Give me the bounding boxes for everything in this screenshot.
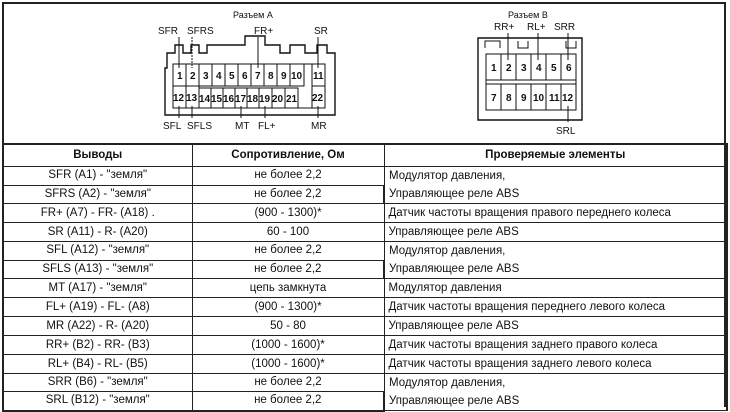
table-row bbox=[3, 298, 727, 317]
connector-b-diagram bbox=[470, 8, 590, 136]
elements-cell bbox=[384, 374, 727, 411]
terminals-cell: SFRS (A2) - "земля" bbox=[3, 185, 192, 204]
elements-line: Датчик частоты вращения заднего левого колеса bbox=[388, 358, 652, 370]
header-elements: Проверяемые элементы bbox=[384, 144, 727, 167]
label-mt: MT bbox=[235, 121, 250, 132]
elements-cell bbox=[384, 298, 727, 317]
terminals-cell: MT (A17) - "земля" bbox=[3, 279, 192, 298]
pin-a13: 13 bbox=[186, 93, 198, 104]
pin-b7: 7 bbox=[491, 93, 497, 104]
elements-line: Модулятор давления, bbox=[389, 377, 506, 389]
pin-a20: 20 bbox=[272, 94, 284, 105]
terminals-cell: SFR (A1) - "земля" bbox=[3, 167, 192, 186]
elements-cell bbox=[384, 204, 727, 223]
resistance-cell: не более 2,2 bbox=[192, 242, 384, 261]
table-row bbox=[3, 167, 727, 186]
pin-b4: 4 bbox=[536, 63, 542, 74]
connector-b-housing bbox=[478, 38, 582, 120]
pin-b8: 8 bbox=[506, 93, 512, 104]
elements-cell bbox=[384, 242, 727, 279]
resistance-cell: цепь замкнута bbox=[192, 279, 384, 298]
table-row bbox=[3, 336, 727, 355]
elements-cell bbox=[384, 279, 727, 298]
table-header-row bbox=[3, 144, 727, 167]
label-sfl: SFL bbox=[163, 121, 182, 132]
table-row bbox=[3, 242, 727, 261]
resistance-cell: не более 2,2 bbox=[192, 260, 384, 279]
table-row bbox=[3, 317, 727, 336]
pin-a1: 1 bbox=[177, 71, 183, 82]
pin-a21: 21 bbox=[286, 94, 298, 105]
elements-line: Датчик частоты вращения переднего левого колеса bbox=[388, 301, 666, 313]
terminals-cell: SRL (B12) - "земля" bbox=[3, 392, 192, 411]
label-rl-plus: RL+ bbox=[527, 22, 546, 33]
pin-a5: 5 bbox=[229, 71, 235, 82]
terminals-cell: MR (A22) - R- (A20) bbox=[3, 317, 192, 336]
pin-a11: 11 bbox=[313, 71, 324, 82]
table-row bbox=[3, 355, 727, 374]
terminals-cell: SFLS (A13) - "земля" bbox=[3, 260, 192, 279]
elements-line: Датчик частоты вращения правого переднего колеса bbox=[388, 207, 671, 219]
connector-b-pins-bottom bbox=[486, 84, 576, 110]
pin-b1: 1 bbox=[491, 63, 497, 74]
pin-a8: 8 bbox=[268, 71, 274, 82]
label-fl-plus: FL+ bbox=[258, 121, 276, 132]
table-row bbox=[3, 204, 727, 223]
resistance-cell: (900 - 1300)* bbox=[192, 204, 384, 223]
resistance-cell: 50 - 80 bbox=[192, 317, 384, 336]
pin-a22: 22 bbox=[312, 93, 324, 104]
pin-b10: 10 bbox=[533, 93, 545, 104]
connector-b-title: Разъем B bbox=[508, 10, 548, 20]
resistance-cell: 60 - 100 bbox=[192, 223, 384, 242]
label-srl: SRL bbox=[556, 126, 576, 136]
elements-cell bbox=[384, 223, 727, 242]
resistance-cell: (1000 - 1600)* bbox=[192, 355, 384, 374]
pin-a16: 16 bbox=[223, 94, 235, 105]
terminals-cell: FR+ (A7) - FR- (A18) . bbox=[3, 204, 192, 223]
connector-a-pins-top bbox=[173, 64, 325, 86]
terminals-cell: SR (A11) - R- (A20) bbox=[3, 223, 192, 242]
pin-a6: 6 bbox=[242, 71, 248, 82]
resistance-table bbox=[2, 143, 728, 412]
table-row bbox=[3, 223, 727, 242]
elements-line: Управляющее реле ABS bbox=[388, 226, 519, 238]
pin-a9: 9 bbox=[281, 71, 287, 82]
table-row bbox=[3, 279, 727, 298]
resistance-cell: (900 - 1300)* bbox=[192, 298, 384, 317]
pin-b6: 6 bbox=[566, 63, 572, 74]
elements-line: Датчик частоты вращения заднего правого колеса bbox=[388, 339, 658, 351]
pin-b2: 2 bbox=[506, 63, 512, 74]
pin-b3: 3 bbox=[521, 63, 527, 74]
elements-cell bbox=[384, 317, 727, 336]
terminals-cell: FL+ (A19) - FL- (A8) bbox=[3, 298, 192, 317]
label-srr: SRR bbox=[554, 22, 576, 33]
label-sfls: SFLS bbox=[187, 121, 213, 132]
elements-line: Модулятор давления, bbox=[389, 170, 506, 182]
connector-a-diagram bbox=[155, 8, 350, 134]
pin-a2: 2 bbox=[190, 71, 196, 82]
elements-line: Управляющее реле ABS bbox=[388, 320, 519, 332]
pin-b11: 11 bbox=[549, 93, 560, 104]
label-sr: SR bbox=[314, 26, 328, 37]
pin-a4: 4 bbox=[216, 71, 222, 82]
header-terminals: Выводы bbox=[3, 144, 192, 167]
pin-a3: 3 bbox=[203, 71, 209, 82]
elements-cell bbox=[384, 336, 727, 355]
label-sfr: SFR bbox=[158, 26, 178, 37]
pin-a10: 10 bbox=[291, 71, 303, 82]
elements-line: Модулятор давления bbox=[388, 282, 502, 294]
connector-b-pins-top bbox=[486, 54, 576, 80]
pin-b12: 12 bbox=[562, 93, 574, 104]
resistance-cell: не более 2,2 bbox=[192, 167, 384, 186]
pin-b5: 5 bbox=[551, 63, 557, 74]
pin-a15: 15 bbox=[211, 94, 223, 105]
resistance-cell: не более 2,2 bbox=[192, 185, 384, 204]
label-sfrs: SFRS bbox=[187, 26, 214, 37]
resistance-cell: не более 2,2 bbox=[192, 392, 384, 411]
resistance-cell: не более 2,2 bbox=[192, 374, 384, 392]
elements-cell bbox=[384, 167, 727, 204]
label-mr: MR bbox=[311, 121, 327, 132]
resistance-cell: (1000 - 1600)* bbox=[192, 336, 384, 355]
pin-a14: 14 bbox=[199, 94, 211, 105]
elements-line: Модулятор давления, bbox=[389, 245, 506, 257]
elements-line: Управляющее реле ABS bbox=[389, 188, 520, 200]
pin-b9: 9 bbox=[521, 93, 527, 104]
label-rr-plus: RR+ bbox=[494, 22, 515, 33]
connector-a-pins-bottom bbox=[173, 86, 325, 108]
pin-a19: 19 bbox=[259, 94, 271, 105]
pin-a18: 18 bbox=[247, 94, 259, 105]
elements-line: Управляющее реле ABS bbox=[389, 395, 520, 407]
terminals-cell: SRR (B6) - "земля" bbox=[3, 374, 192, 392]
pin-a12: 12 bbox=[173, 93, 185, 104]
elements-line: Управляющее реле ABS bbox=[389, 263, 520, 275]
table-row bbox=[3, 374, 727, 392]
header-resistance: Сопротивление, Ом bbox=[192, 144, 384, 167]
pin-a7: 7 bbox=[255, 71, 261, 82]
label-fr-plus: FR+ bbox=[254, 26, 274, 37]
pin-a17: 17 bbox=[235, 94, 247, 105]
elements-cell bbox=[384, 355, 727, 374]
terminals-cell: RL+ (B4) - RL- (B5) bbox=[3, 355, 192, 374]
terminals-cell: SFL (A12) - "земля" bbox=[3, 242, 192, 261]
terminals-cell: RR+ (B2) - RR- (B3) bbox=[3, 336, 192, 355]
connector-a-title: Разъем A bbox=[233, 10, 273, 20]
